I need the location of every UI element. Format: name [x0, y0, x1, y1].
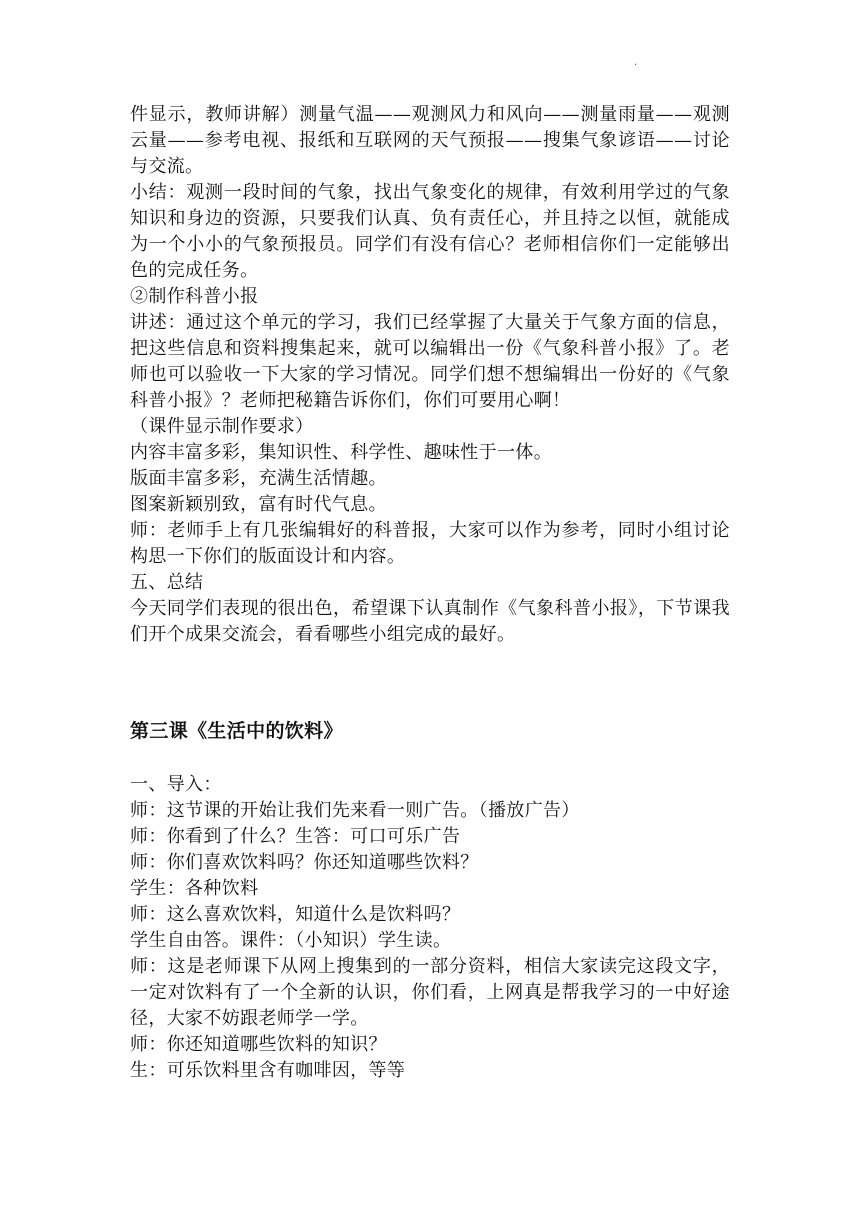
paragraph: 师：你们喜欢饮料吗？你还知道哪些饮料？ [130, 852, 479, 873]
paragraph: 学生自由答。课件：（小知识）学生读。 [130, 930, 452, 951]
paragraph: 讲述：通过这个单元的学习，我们已经掌握了大量关于气象方面的信息，把这些信息和资料搜集起来，就可以编辑出一份《气象科普小报》了。老师也可以验收一下大家的学习情况。同学们想不想编辑出一份好的《气象科普小报》？老师把秘籍告诉你们，你们可要用心啊！ [130, 312, 730, 411]
paragraph: 师：你看到了什么？生答：可口可乐广告 [130, 826, 461, 847]
section-heading: 五、总结 [130, 572, 204, 593]
lesson-title: 第三课《生活中的饮料》 [130, 720, 343, 742]
paragraph: 今天同学们表现的很出色，希望课下认真制作《气象科普小报》，下节课我们开个成果交流会，看看哪些小组完成的最好。 [130, 598, 730, 645]
paragraph: 师：这是老师课下从网上搜集到的一部分资料，相信大家读完这段文字，一定对饮料有了一个全新的认识，你们看，上网真是帮我学习的一中好途径，大家不妨跟老师学一学。 [130, 956, 730, 1029]
paragraph: （课件显示制作要求） [130, 416, 314, 437]
paragraph: 生：可乐饮料里含有咖啡因，等等 [130, 1060, 406, 1081]
paragraph: 版面丰富多彩，充满生活情趣。 [130, 468, 387, 489]
paragraph: 内容丰富多彩，集知识性、科学性、趣味性于一体。 [130, 442, 553, 463]
paragraph: ②制作科普小报 [130, 286, 259, 307]
spacer [130, 744, 730, 772]
document-body [130, 102, 730, 1084]
section-heading: 一、导入： [130, 774, 222, 795]
paragraph: 学生：各种饮料 [130, 878, 259, 899]
header-mark: . [634, 57, 638, 68]
paragraph: 小结：观测一段时间的气象，找出气象变化的规律，有效利用学过的气象知识和身边的资源，只要我们认真、负有责任心，并且持之以恒，就能成为一个小小的气象预报员。同学们有没有信心？老师相信你们一定能够出色的完成任务。 [130, 182, 730, 281]
paragraph: 图案新颖别致，富有时代气息。 [130, 494, 387, 515]
paragraph: 件显示，教师讲解）测量气温——观测风力和风向——测量雨量——观测云量——参考电视、报纸和互联网的天气预报——搜集气象谚语——讨论与交流。 [130, 104, 730, 177]
paragraph: 师：老师手上有几张编辑好的科普报，大家可以作为参考，同时小组讨论构思一下你们的版面设计和内容。 [130, 520, 730, 567]
paragraph: 师：这么喜欢饮料，知道什么是饮料吗？ [130, 904, 461, 925]
spacer [130, 648, 730, 718]
paragraph: 师：这节课的开始让我们先来看一则广告。（播放广告） [130, 800, 580, 821]
paragraph: 师：你还知道哪些饮料的知识？ [130, 1034, 387, 1055]
